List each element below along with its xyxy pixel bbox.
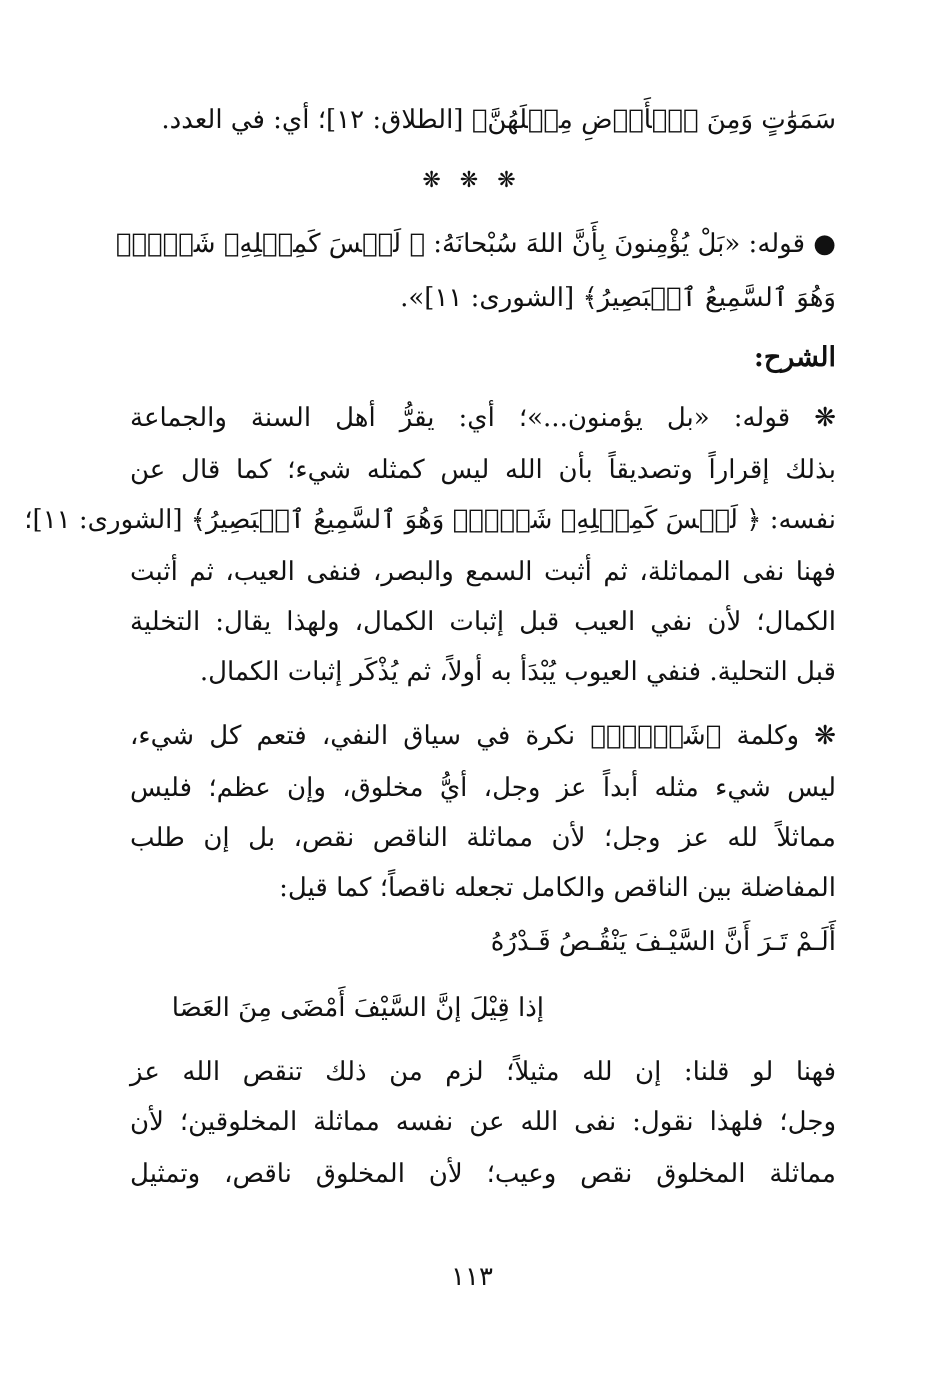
section-divider-stars: ❋ ❋ ❋ (422, 168, 522, 193)
poem-verse-1: أَلَـمْ تَـرَ أَنَّ السَّيْـفَ يَنْقُـصُ قَـدْرُهُ (490, 927, 836, 957)
para2-line-1: ❋ وكلمة ﴿شَيۡءٞۖ﴾ نكرة في سياق النفي، فتعم كل شيء، (130, 721, 836, 751)
para3-line-3: مماثلة المخلوق نقص وعيب؛ لأن المخلوق ناقص، وتمثيل (130, 1159, 836, 1189)
para1-line-5: الكمال؛ لأن نفي العيب قبل إثبات الكمال، ولهذا يقال: التخلية (130, 607, 836, 637)
page-number: ١١٣ (451, 1262, 493, 1292)
poem-verse-2: إذا قِيْلَ إنَّ السَّيْفَ أَمْضَى مِنَ العَصَا (171, 993, 544, 1023)
para2-line-4: المفاضلة بين الناقص والكامل تجعله ناقصاً؛ كما قيل: (279, 873, 836, 903)
quote-line-1: ● قوله: «بَلْ يُؤْمِنونَ بِأَنَّ اللهَ سُبْحانَهُ: ﴿ لَيۡسَ كَمِثۡلِهِۦ شَيۡءٞۖ (115, 229, 836, 259)
para1-line-6: قبل التحلية. فنفي العيوب يُبْدَأ به أولاً، ثم يُذْكَر إثبات الكمال. (199, 657, 836, 687)
para3-line-1: فهنا لو قلنا: إن لله مثيلاً؛ لزم من ذلك تنقص الله عز (130, 1057, 836, 1087)
para2-line-3: مماثلاً لله عز وجل؛ لأن مماثلة الناقص نقص، بل إن طلب (130, 823, 836, 853)
line-1: سَمَوَٰتٍ وَمِنَ ٱلۡأَرۡضِ مِثۡلَهُنَّ﴾ [الطلاق: ١٢]؛ أي: في العدد. (161, 105, 836, 135)
para1-line-4: فهنا نفى المماثلة، ثم أثبت السمع والبصر، فنفى العيب، ثم أثبت (130, 557, 836, 587)
quote-line-2: وَهُوَ ٱلسَّمِيعُ ٱلۡبَصِيرُ﴾ [الشورى: ١١]». (400, 283, 836, 313)
section-heading: الشرح: (753, 342, 836, 373)
para1-line-3: نفسه: ﴿ لَيۡسَ كَمِثۡلِهِۦ شَيۡءٞۖ وَهُوَ ٱلسَّمِيعُ ٱلۡبَصِيرُ﴾ [الشورى: ١١]؛ (24, 505, 836, 535)
para3-line-2: وجل؛ فلهذا نقول: نفى الله عن نفسه مماثلة المخلوقين؛ لأن (130, 1107, 836, 1137)
para2-line-2: ليس شيء مثله أبداً عز وجل، أيُّ مخلوق، وإن عظم؛ فليس (130, 773, 836, 803)
para1-line-2: بذلك إقراراً وتصديقاً بأن الله ليس كمثله شيء؛ كما قال عن (130, 455, 836, 485)
para1-line-1: ❋ قوله: «بل يؤمنون...»؛ أي: يقرُّ أهل السنة والجماعة (130, 403, 836, 433)
